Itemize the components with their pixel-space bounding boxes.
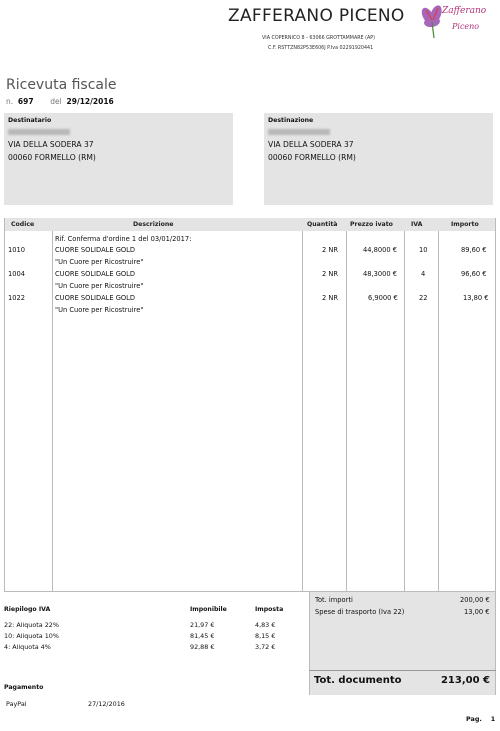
header-description: Descrizione (133, 221, 174, 228)
header-price: Prezzo ivato (350, 221, 393, 228)
header-quantity: Quantità (307, 221, 338, 228)
row-note: "Un Cuore per Ricostruire" (55, 282, 144, 290)
destination-name-redacted (268, 129, 330, 135)
shipping-label: Spese di trasporto (Iva 22) (315, 608, 405, 616)
order-reference: Rif. Conferma d'ordine 1 del 03/01/2017: (55, 235, 192, 243)
row-vat: 22 (419, 294, 428, 302)
row-price: 6,9000 € (368, 294, 398, 302)
logo-text-line1: Zafferano (442, 6, 487, 16)
vat-row-tax: 4,83 € (255, 621, 276, 629)
row-amount: 96,60 € (461, 270, 487, 278)
row-amount: 13,80 € (463, 294, 489, 302)
document-total (309, 670, 496, 690)
items-total-label: Tot. importi (315, 596, 353, 604)
column-divider (404, 231, 405, 591)
recipient-city: 00060 FORMELLO (RM) (8, 153, 96, 162)
vat-row-tax: 3,72 € (255, 643, 276, 651)
recipient-street: VIA DELLA SODERA 37 (8, 140, 94, 149)
row-vat: 10 (419, 246, 428, 254)
column-divider (346, 231, 347, 591)
page-number (466, 715, 495, 723)
row-note: "Un Cuore per Ricostruire" (55, 258, 144, 266)
row-note: "Un Cuore per Ricostruire" (55, 306, 144, 314)
row-price: 44,8000 € (363, 246, 398, 254)
document-number: 697 (17, 97, 34, 106)
company-tax-ids: C.F. RSTTZN82P53E606J P.Iva 02291920441 (268, 46, 374, 51)
payment-title: Pagamento (4, 684, 44, 691)
row-price: 48,3000 € (363, 270, 398, 278)
column-divider (52, 231, 53, 591)
row-code: 1004 (8, 270, 26, 278)
table-header (5, 218, 495, 231)
document-number-label: n. (6, 97, 14, 106)
vat-row-taxable: 81,45 € (190, 632, 215, 640)
row-description: CUORE SOLIDALE GOLD (55, 294, 136, 302)
payment-date: 27/12/2016 (88, 700, 125, 708)
vat-summary-title: Riepilogo IVA (4, 606, 51, 613)
items-total-value: 200,00 € (460, 596, 490, 604)
vat-taxable-header: Imponibile (190, 606, 227, 613)
vat-row-taxable: 21,97 € (190, 621, 215, 629)
row-quantity: 2 NR (322, 270, 339, 278)
page-label: Pag. (466, 715, 482, 723)
vat-row-tax: 8,15 € (255, 632, 276, 640)
row-description: CUORE SOLIDALE GOLD (55, 246, 136, 254)
destination-label: Destinazione (268, 117, 314, 124)
recipient-name-redacted (8, 129, 70, 135)
row-description: CUORE SOLIDALE GOLD (55, 270, 136, 278)
column-divider (302, 231, 303, 591)
destination-box (264, 113, 493, 205)
document-total-value: 213,00 € (440, 675, 490, 686)
vat-row-label: 10: Aliquota 10% (4, 632, 59, 640)
destination-street: VIA DELLA SODERA 37 (268, 140, 354, 149)
page-value: 1 (490, 715, 496, 723)
items-table (4, 218, 496, 592)
company-address: VIA COPERNICO 8 - 63066 GROTTAMMARE (AP) (262, 36, 376, 41)
row-quantity: 2 NR (322, 246, 339, 254)
row-vat: 4 (421, 270, 426, 278)
document-date: 29/12/2016 (66, 97, 114, 106)
document-date-label: del (50, 97, 62, 106)
header-code: Codice (11, 221, 35, 228)
document-total-label: Tot. documento (314, 675, 402, 686)
row-code: 1010 (8, 246, 26, 254)
company-name: ZAFFERANO PICENO (228, 6, 405, 26)
vat-row-label: 4: Aliquota 4% (4, 643, 51, 651)
destination-city: 00060 FORMELLO (RM) (268, 153, 356, 162)
document-meta (6, 97, 114, 106)
recipient-box (4, 113, 233, 205)
document-title: Ricevuta fiscale (6, 77, 117, 93)
row-code: 1022 (8, 294, 26, 302)
header-amount: Importo (451, 221, 479, 228)
vat-row-taxable: 92,88 € (190, 643, 215, 651)
logo-text-line2: Piceno (452, 22, 480, 31)
vat-row-label: 22: Aliquota 22% (4, 621, 59, 629)
payment-method: PayPal (6, 700, 27, 708)
row-amount: 89,60 € (461, 246, 487, 254)
header-vat: IVA (411, 221, 423, 228)
recipient-label: Destinatario (8, 117, 52, 124)
shipping-value: 13,00 € (464, 608, 490, 616)
column-divider (438, 231, 439, 591)
row-quantity: 2 NR (322, 294, 339, 302)
vat-tax-header: Imposta (255, 606, 284, 613)
